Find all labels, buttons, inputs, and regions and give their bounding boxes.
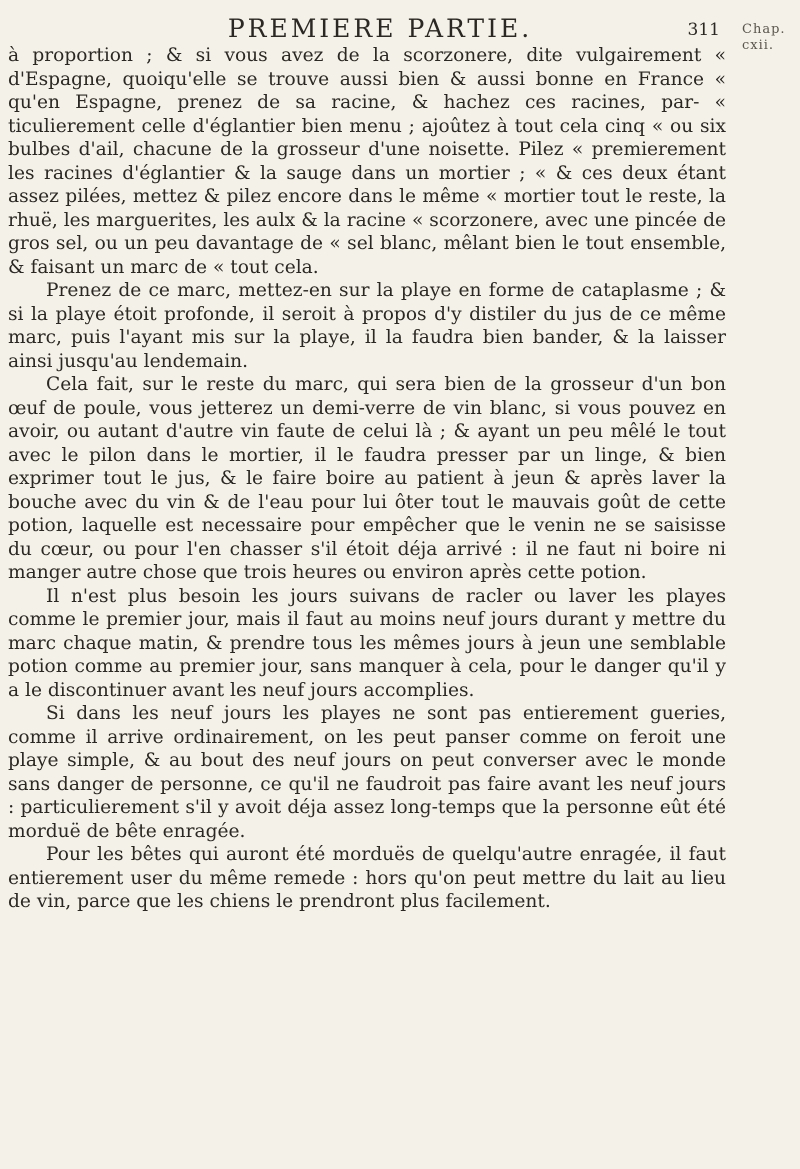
- margin-note-line: cxii.: [742, 38, 775, 53]
- paragraph: à proportion ; & si vous avez de la scorzonere, dite vulgairement « d'Espagne, quoiqu'elle se trouve aussi bien & aussi bonne en France « qu'en Espagne, prenez de sa racine, & hachez ces racines, par- « ticulierement celle d'églantier bien menu ; ajoûtez à tout cela cinq « ou six bulbes d'ail, chacune de la grosseur d'une noisette. Pilez « premierement les racines d'églantier & la sauge dans un mortier ; « & ces deux étant assez pilées, mettez & pilez encore dans le même « mortier tout le reste, la rhuë, les marguerites, les aulx & la racine « scorzonere, avec une pincée de gros sel, ou un peu davantage de « sel blanc, mêlant bien le tout ensemble, & faisant un marc de « tout cela.: [8, 45, 726, 278]
- running-title: PREMIERE PARTIE.: [227, 14, 533, 43]
- paragraph: Pour les bêtes qui auront été morduës de quelqu'autre enragée, il faut entierement user du même remede : hors qu'on peut mettre du lait au lieu de vin, parce que les chiens le prendront plus facilement.: [8, 844, 726, 912]
- margin-note-line: Chap.: [742, 22, 786, 37]
- body-text: [8, 44, 726, 914]
- paragraph: Si dans les neuf jours les playes ne sont pas entierement gueries, comme il arrive ordinairement, on les peut panser comme on feroit une playe simple, & au bout des neuf jours on peut converser avec le monde sans danger de personne, ce qu'il ne faudroit pas faire avant les neuf jours : particulierement s'il y avoit déja assez long-temps que la personne eût été morduë de bête enragée.: [8, 703, 726, 842]
- page-number: 311: [687, 20, 720, 40]
- paragraph: Il n'est plus besoin les jours suivans de racler ou laver les playes comme le premier jour, mais il faut au moins neuf jours durant y mettre du marc chaque matin, & prendre tous les mêmes jours à jeun une semblable potion comme au premier jour, sans manquer à cela, pour le danger qu'il y a le discontinuer avant les neuf jours accomplies.: [8, 585, 726, 701]
- chapter-margin-note: [742, 22, 798, 54]
- paragraph: Cela fait, sur le reste du marc, qui sera bien de la grosseur d'un bon œuf de poule, vous jetterez un demi-verre de vin blanc, si vous pouvez en avoir, ou autant d'autre vin faute de celui là ; & ayant un peu mêlé le tout avec le pilon dans le mortier, il le faudra presser par un linge, & bien exprimer tout le jus, & le faire boire au patient à jeun & après laver la bouche avec du vin & de l'eau pour lui ôter tout le mauvais goût de cette potion, laquelle est necessaire pour empêcher que le venin ne se saisisse du cœur, ou pour l'en chasser s'il étoit déja arrivé : il ne faut ni boire ni manger autre chose que trois heures ou environ après cette potion.: [8, 374, 726, 583]
- page-header: [40, 14, 720, 48]
- paragraph: Prenez de ce marc, mettez-en sur la playe en forme de cataplasme ; & si la playe étoit profonde, il seroit à propos d'y distiler du jus de ce même marc, puis l'ayant mis sur la playe, il la faudra bien bander, & la laisser ainsi jusqu'au lendemain.: [8, 280, 726, 372]
